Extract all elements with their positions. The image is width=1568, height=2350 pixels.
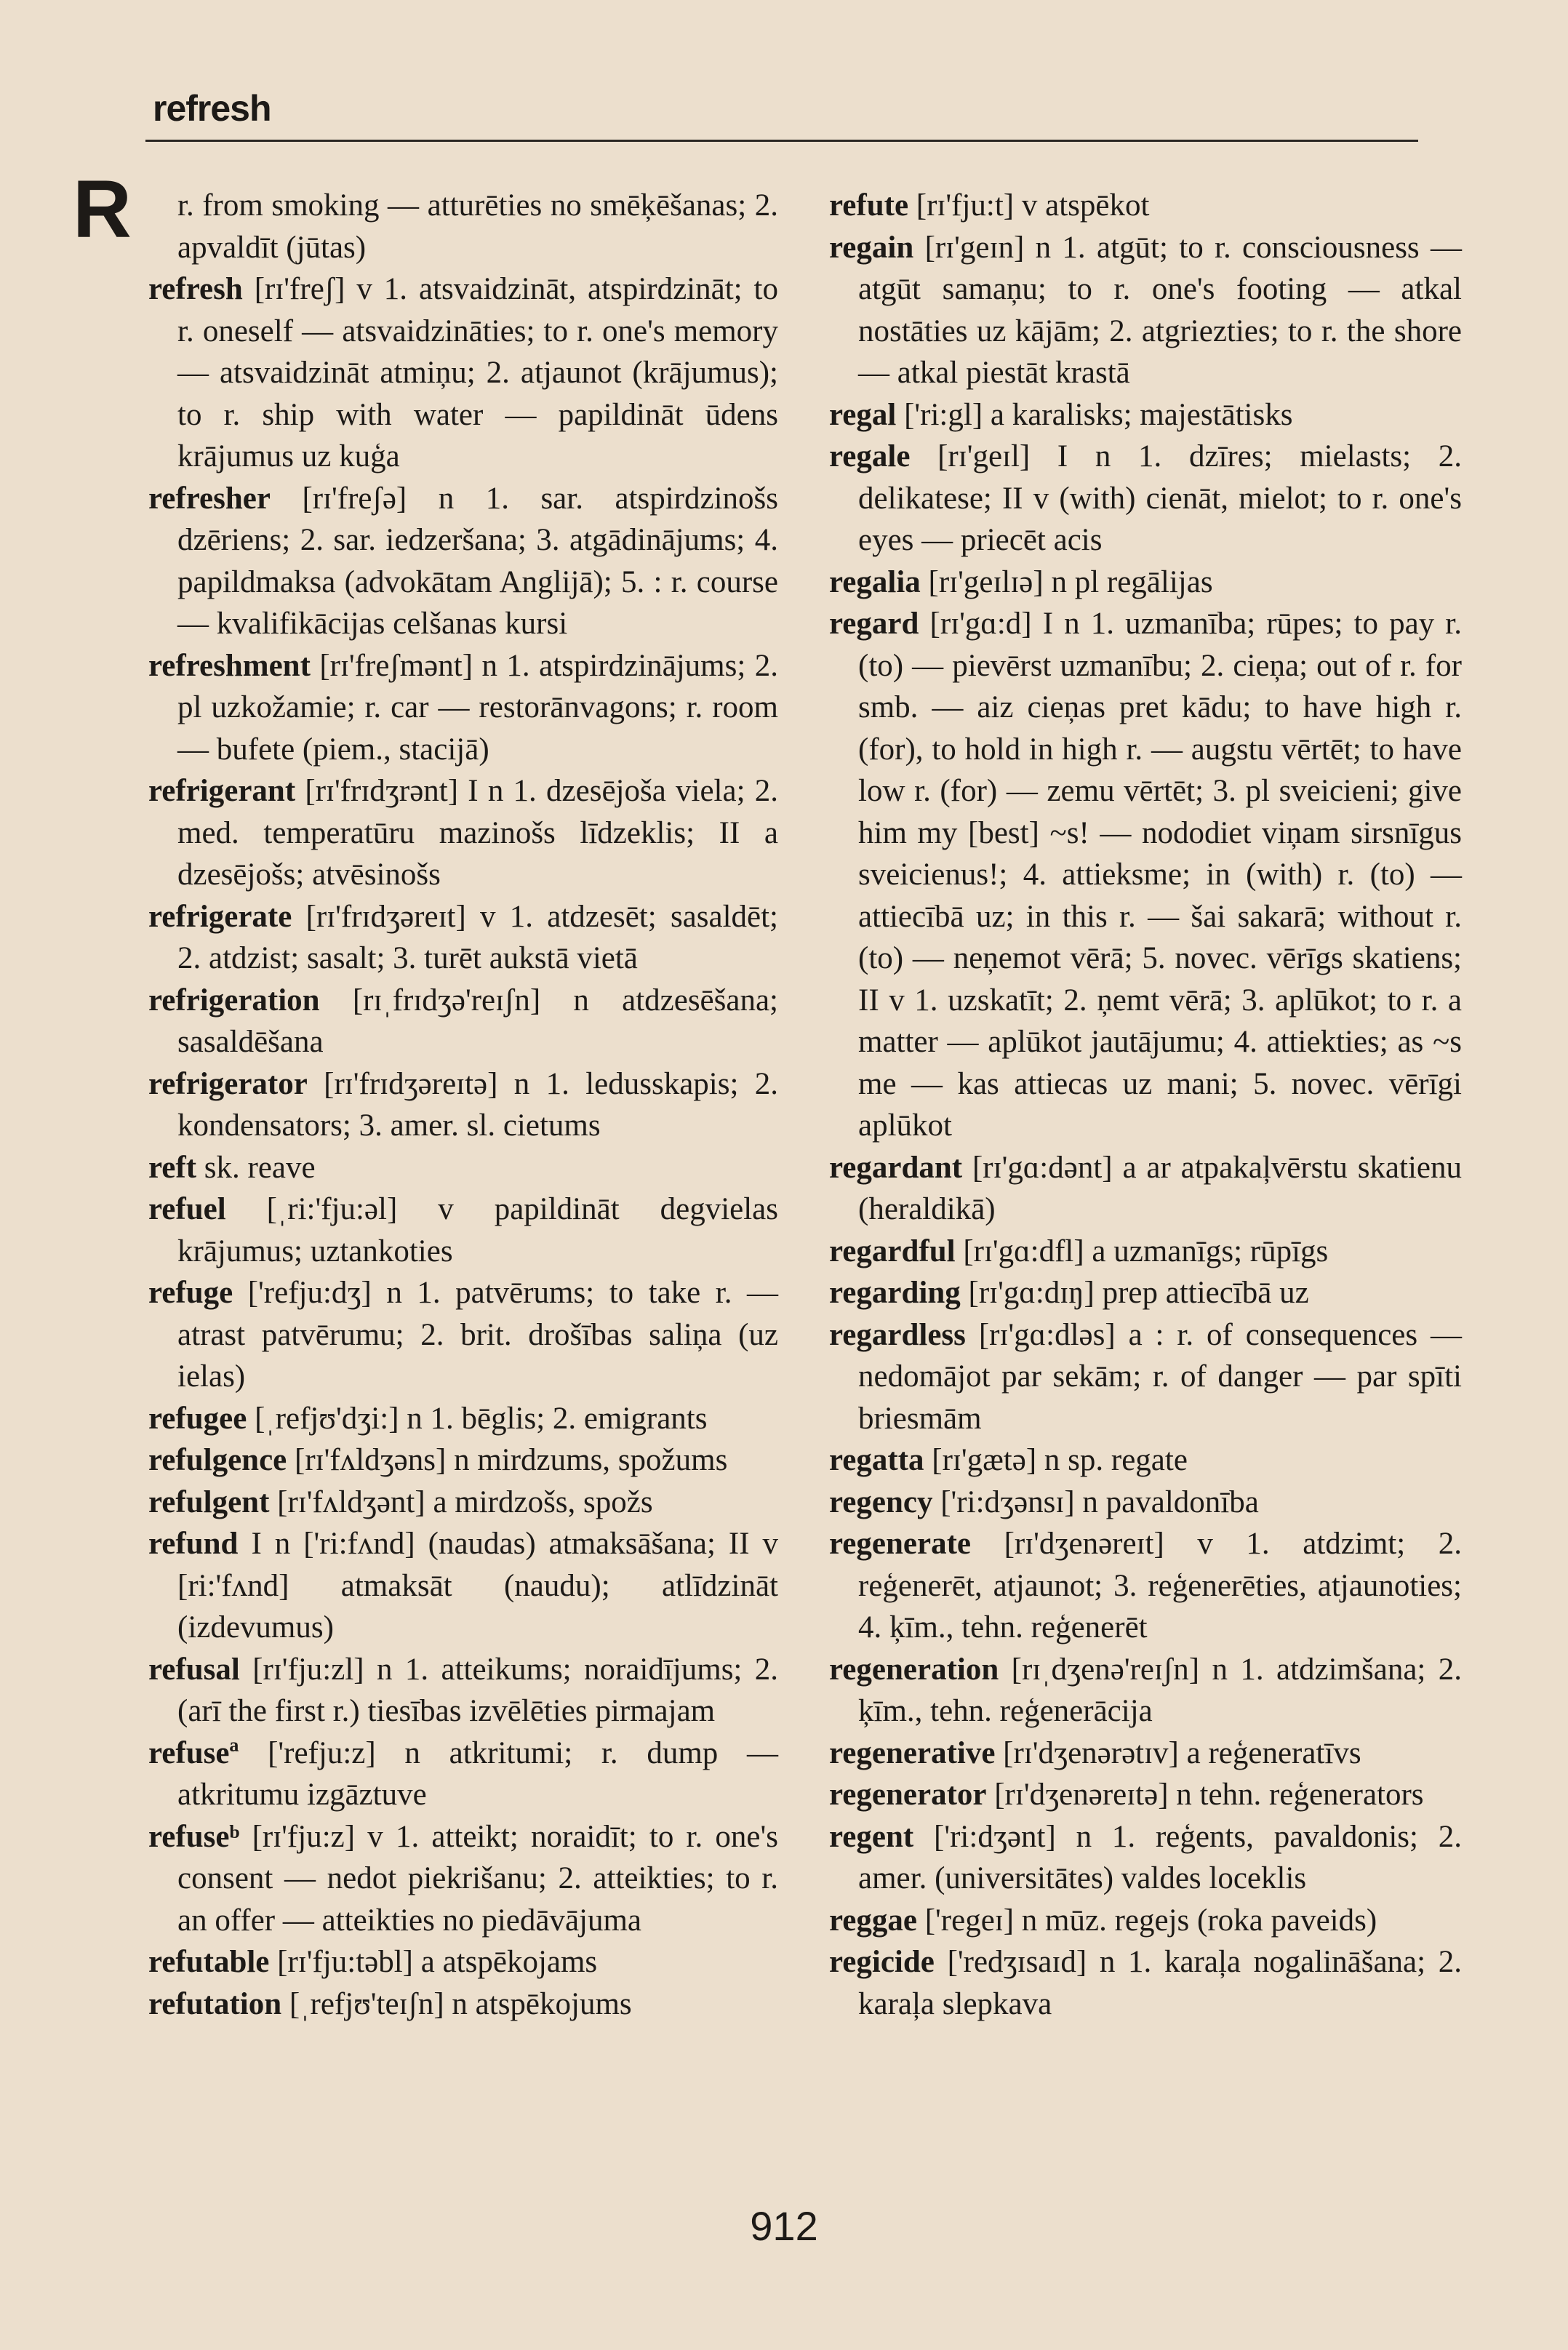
- entry-headword: regenerative: [829, 1735, 996, 1770]
- entry-definition: [rɪ'geɪl] I n 1. dzīres; mielasts; 2. delikatese; II v (with) cienāt, mielot; to r. one's eyes — priecēt acis: [858, 439, 1463, 557]
- entry-headword: refute: [829, 188, 909, 223]
- entry-headword: regent: [829, 1819, 914, 1854]
- dictionary-entry: [148, 185, 778, 268]
- left-column: [148, 185, 778, 2025]
- entry-definition: [rɪ'gætə] n sp. regate: [932, 1443, 1188, 1477]
- entry-definition: [rɪ'fʌldʒənt] a mirdzošs, spožs: [277, 1484, 653, 1519]
- dictionary-entry: [148, 478, 778, 645]
- entry-headword: regardful: [829, 1234, 956, 1268]
- dictionary-entry: [148, 1816, 778, 1942]
- entry-headword: regenerator: [829, 1778, 987, 1812]
- dictionary-entry: [829, 1482, 1462, 1524]
- entry-headword: refulgent: [148, 1484, 270, 1519]
- entry-headword: refrigerate: [148, 899, 292, 934]
- entry-headword: refulgence: [148, 1443, 287, 1477]
- guide-word: refresh: [153, 88, 271, 129]
- right-column: [829, 185, 1462, 2025]
- entry-definition: r. from smoking — atturēties no smēķēšanas; 2. apvaldīt (jūtas): [177, 188, 778, 265]
- thumb-index-letter: R: [73, 164, 132, 255]
- dictionary-entry: [829, 1900, 1462, 1942]
- dictionary-entry: [148, 1983, 778, 2026]
- dictionary-entry: [148, 1272, 778, 1398]
- entry-definition: [rɪ'geɪlɪə] n pl regālijas: [928, 564, 1213, 599]
- entry-definition: [rɪ'frɪdʒəreɪtə] n 1. ledusskapis; 2. kondensators; 3. amer. sl. cietums: [177, 1066, 779, 1143]
- dictionary-entry: [829, 1439, 1462, 1482]
- dictionary-entry: [829, 1272, 1462, 1314]
- dictionary-entry: [829, 1147, 1462, 1231]
- entry-headword: refresh: [148, 272, 243, 306]
- entry-definition: [rɪ'gɑ:d] I n 1. uzmanība; rūpes; to pay r. (to) — pievērst uzmanību; 2. cieņa; out of r. for smb. — aiz cieņas pret kādu; to have high r. (for), to hold in high r. — augstu vērtēt; to have low r. (for) — zemu vērtēt; 3. pl sveicieni; give him my [best] ~s! — nododiet viņam sirsnīgus sveicienus!; 4. attieksme; in (with) r. (to) — attiecībā uz; in this r. — šai sakarā; without r. (to) — neņemot vērā; 5. novec. vērīgs skatiens; II v 1. uzskatīt; 2. ņemt vērā; 3. aplūkot; to r. a matter — aplūkot jautājumu; 4. attiekties; as ~s me — kas attiecas uz mani; 5. novec. vērīgi aplūkot: [858, 607, 1463, 1143]
- entry-definition: ['refju:z] n atkritumi; r. dump — atkritumu izgāztuve: [177, 1735, 779, 1812]
- entry-definition: sk. reave: [204, 1150, 316, 1185]
- entry-headword: regency: [829, 1484, 933, 1519]
- page-number: 912: [750, 2203, 818, 2249]
- entry-headword: regal: [829, 397, 897, 432]
- entry-headword: regale: [829, 439, 911, 473]
- dictionary-entry: [829, 1649, 1462, 1732]
- entry-headword: refuge: [148, 1276, 233, 1310]
- entry-headword: refuel: [148, 1192, 226, 1226]
- entry-definition: [rɪ'fju:t] v atspēkot: [916, 188, 1150, 223]
- entry-definition: [rɪ'gɑ:dləs] a : r. of consequences — nedomājot par sekām; r. of danger — par spīti briesmām: [858, 1317, 1463, 1436]
- entry-headword: regalia: [829, 564, 921, 599]
- dictionary-entry: [829, 1941, 1462, 2025]
- dictionary-entry: [829, 1231, 1462, 1273]
- entry-definition: [rɪ'dʒenərətɪv] a reģeneratīvs: [1003, 1735, 1361, 1770]
- entry-headword: refreshment: [148, 648, 311, 683]
- entry-headword: regicide: [829, 1945, 935, 1979]
- entry-headword: regardant: [829, 1150, 963, 1185]
- entry-definition: [rɪ'frɪdʒrənt] I n 1. dzesējoša viela; 2. med. temperatūru mazinošs līdzeklis; II a dzesējošs; atvēsinošs: [177, 774, 779, 892]
- entry-definition: [rɪ'gɑ:dɪŋ] prep attiecībā uz: [968, 1276, 1309, 1310]
- entry-headword: refund: [148, 1527, 239, 1561]
- dictionary-entry: [829, 436, 1462, 561]
- dictionary-entry: [148, 1482, 778, 1524]
- entry-definition: [rɪ'fju:zl] n 1. atteikums; noraidījums; 2. (arī the first r.) tiesības izvēlēties pirmajam: [177, 1652, 778, 1728]
- entry-headword: refutation: [148, 1986, 282, 2021]
- header-rule: [145, 140, 1418, 142]
- dictionary-entry: [148, 1523, 778, 1649]
- dictionary-entry: [148, 645, 778, 771]
- dictionary-entry: [829, 1774, 1462, 1816]
- dictionary-entry: [148, 1063, 778, 1147]
- entry-definition: [rɪ'geɪn] n 1. atgūt; to r. consciousness — atgūt samaņu; to r. one's footing — atkal nostāties uz kājām; 2. atgriezties; to r. the shore — atkal piestāt krastā: [858, 230, 1462, 390]
- entry-headword: refrigerant: [148, 774, 296, 808]
- entry-definition: [ˌri:'fju:əl] v papildināt degvielas krājumus; uztankoties: [177, 1192, 778, 1268]
- dictionary-entry: [148, 896, 778, 980]
- dictionary-entry: [148, 1649, 778, 1732]
- entry-definition: [rɪ'dʒenəreɪtə] n tehn. reģenerators: [994, 1778, 1424, 1812]
- entry-headword: regeneration: [829, 1652, 999, 1687]
- dictionary-entry: [829, 561, 1462, 604]
- entry-headword: regard: [829, 607, 919, 641]
- entry-headword: refresher: [148, 481, 271, 516]
- entry-definition: ['ri:dʒənt] n 1. reģents, pavaldonis; 2. amer. (universitātes) valdes loceklis: [858, 1819, 1463, 1895]
- dictionary-entry: [829, 1732, 1462, 1775]
- dictionary-entry: [829, 1816, 1462, 1900]
- dictionary-entry: [148, 1147, 778, 1189]
- entry-definition: [rɪ'freʃmənt] n 1. atspirdzinājums; 2. pl uzkožamie; r. car — restorānvagons; r. room — bufete (piem., stacijā): [177, 648, 778, 767]
- entry-definition: [rɪ'freʃ] v 1. atsvaidzināt, atspirdzināt; to r. oneself — atsvaidzināties; to r. one's memory — atsvaidzināt atmiņu; 2. atjaunot (krājumus); to r. ship with water — papildināt ūdens krājumus uz kuģa: [177, 272, 778, 473]
- entry-headword: regarding: [829, 1276, 961, 1310]
- entry-headword: refugee: [148, 1401, 247, 1436]
- entry-definition: I n ['ri:fʌnd] (naudas) atmaksāšana; II v [ri:'fʌnd] atmaksāt (naudu); atlīdzināt (izdevumus): [177, 1527, 779, 1644]
- dictionary-entry: [829, 1523, 1462, 1649]
- dictionary-entry: [148, 1439, 778, 1482]
- dictionary-entry: [148, 770, 778, 896]
- entry-definition: [rɪ'freʃə] n 1. sar. atspirdzinošs dzēriens; 2. sar. iedzeršana; 3. atgādinājums; 4. papildmaksa (advokātam Anglijā); 5. : r. course — kvalifikācijas celšanas kursi: [177, 481, 778, 641]
- entry-definition: ['regeɪ] n mūz. regejs (roka paveids): [924, 1903, 1377, 1938]
- dictionary-entry: [829, 1314, 1462, 1440]
- entry-headword: regardless: [829, 1317, 966, 1352]
- entry-definition: ['redʒɪsaɪd] n 1. karaļa nogalināšana; 2. karaļa slepkava: [858, 1945, 1463, 2021]
- dictionary-entry: [148, 1398, 778, 1440]
- entry-headword: refusal: [148, 1652, 240, 1687]
- entry-headword: regatta: [829, 1443, 924, 1477]
- entry-headword: regain: [829, 230, 914, 265]
- dictionary-entry: [148, 980, 778, 1063]
- entry-definition: ['refju:dʒ] n 1. patvērums; to take r. — atrast patvērumu; 2. brit. drošības saliņa (uz ielas): [177, 1276, 778, 1394]
- entry-headword: refrigerator: [148, 1066, 308, 1101]
- entry-definition: [rɪ'frɪdʒəreɪt] v 1. atdzesēt; sasaldēt; 2. atdzist; sasalt; 3. turēt aukstā vietā: [177, 899, 779, 975]
- entry-definition: [rɪ'fju:z] v 1. atteikt; noraidīt; to r. one's consent — nedot piekrišanu; 2. atteikties; to r. an offer — atteikties no piedāvājuma: [177, 1819, 778, 1938]
- entry-definition: [rɪˌfrɪdʒə'reɪʃn] n atdzesēšana; sasaldēšana: [177, 983, 778, 1059]
- entry-headword: refrigeration: [148, 983, 320, 1018]
- entry-headword: refuseᵇ: [148, 1819, 240, 1854]
- entry-definition: [rɪ'gɑ:dənt] a ar atpakaļvērstu skatienu (heraldikā): [858, 1150, 1462, 1226]
- entry-definition: [ˌrefjʊ'dʒi:] n 1. bēglis; 2. emigrants: [255, 1401, 708, 1436]
- entry-definition: [ˌrefjʊ'teɪʃn] n atspēkojums: [289, 1986, 632, 2021]
- dictionary-entry: [829, 185, 1462, 227]
- dictionary-entry: [148, 1732, 778, 1816]
- entry-definition: [rɪ'gɑ:dfl] a uzmanīgs; rūpīgs: [963, 1234, 1329, 1268]
- entry-headword: reggae: [829, 1903, 917, 1938]
- entry-definition: [rɪ'fju:təbl] a atspēkojams: [277, 1945, 598, 1979]
- dictionary-entry: [148, 1188, 778, 1272]
- dictionary-entry: [829, 394, 1462, 436]
- dictionary-entry: [829, 227, 1462, 394]
- dictionary-entry: [148, 1941, 778, 1983]
- entry-definition: [rɪ'fʌldʒəns] n mirdzums, spožums: [295, 1443, 728, 1477]
- entry-definition: [rɪˌdʒenə'reɪʃn] n 1. atdzimšana; 2. ķīm., tehn. reģenerācija: [858, 1652, 1463, 1728]
- entry-headword: refutable: [148, 1945, 270, 1979]
- entry-definition: ['ri:gl] a karalisks; majestātisks: [904, 397, 1293, 432]
- entry-headword: refuseª: [148, 1735, 239, 1770]
- dictionary-entry: [148, 268, 778, 478]
- entry-headword: reft: [148, 1150, 197, 1185]
- entry-definition: ['ri:dʒənsɪ] n pavaldonība: [940, 1484, 1259, 1519]
- entry-headword: regenerate: [829, 1527, 971, 1561]
- dictionary-entry: [829, 603, 1462, 1147]
- entry-definition: [rɪ'dʒenəreɪt] v 1. atdzimt; 2. reģenerēt, atjaunot; 3. reģenerēties, atjaunoties; 4. ķīm., tehn. reģenerēt: [858, 1527, 1462, 1644]
